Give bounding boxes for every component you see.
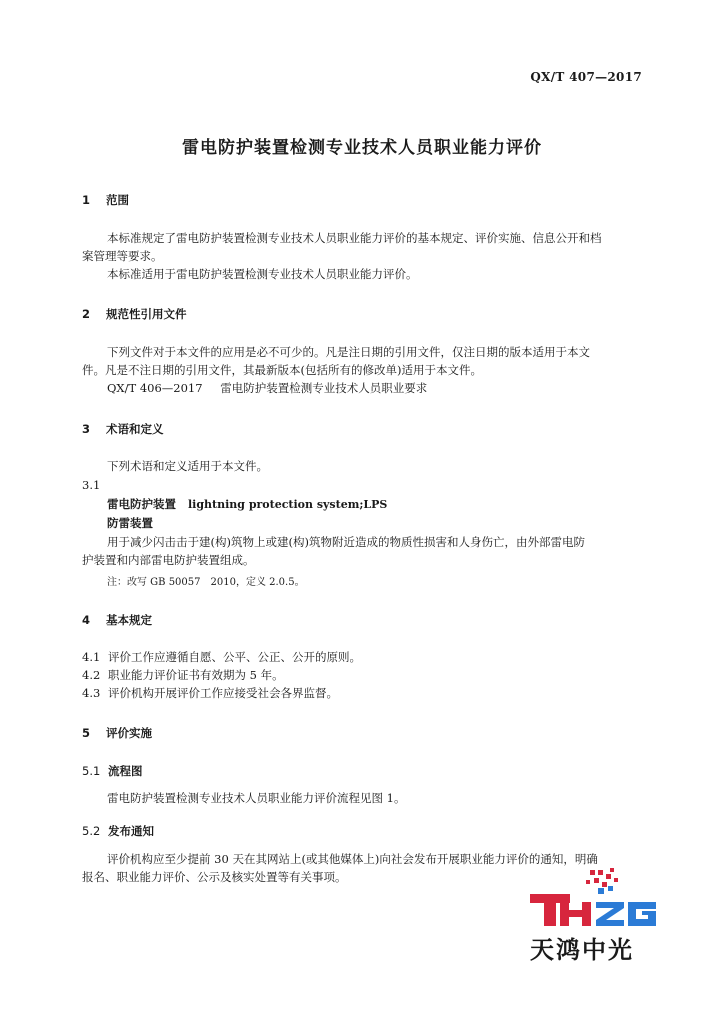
reference-title: 雷电防护装置检测专业技术人员职业要求: [220, 381, 428, 395]
paragraph-line: 本标准适用于雷电防护装置检测专业技术人员职业能力评价。: [107, 267, 418, 281]
clause-number: 4.2: [82, 668, 101, 682]
subsection-heading-5-1: [82, 763, 143, 779]
section-number: 4: [82, 613, 91, 627]
clause-text: 评价工作应遵循自愿、公平、公正、公开的原则。: [108, 650, 361, 664]
term-heading: [107, 495, 387, 514]
paragraph-line: 下列文件对于本文件的应用是必不可少的。凡是注日期的引用文件，仅注日期的版本适用于本文: [107, 345, 590, 359]
term-definition-line: 护装置和内部雷电防护装置组成。: [82, 553, 255, 567]
section-heading-4: [82, 612, 152, 628]
watermark-text: 天鸿中光: [530, 936, 634, 964]
term-definition-line: 用于减少闪击击于建(构)筑物上或建(构)筑物附近造成的物质性损害和人身伤亡，由外部雷电防: [107, 535, 585, 549]
document-code: QX/T 407—2017: [530, 70, 642, 84]
subsection-number: 5.1: [82, 764, 101, 778]
section-number: 5: [82, 726, 91, 740]
section-heading-1: [82, 192, 129, 208]
section-title: 规范性引用文件: [106, 307, 187, 321]
subsection-title: 发布通知: [108, 824, 154, 838]
paragraph-line: 报名、职业能力评价、公示及核实处置等有关事项。: [82, 870, 347, 884]
section-title: 评价实施: [106, 726, 153, 740]
paragraph-line: 下列术语和定义适用于本文件。: [107, 459, 268, 473]
clause-number: 4.3: [82, 686, 101, 700]
clause: [82, 684, 338, 703]
term-note: 注：改写 GB 50057 2010，定义 2.0.5。: [107, 577, 305, 588]
subsection-title: 流程图: [108, 764, 143, 778]
normative-reference: [107, 379, 427, 398]
paragraph-line: 件。凡是不注日期的引用文件，其最新版本(包括所有的修改单)适用于本文件。: [82, 363, 482, 377]
clause-number: 4.1: [82, 650, 101, 664]
paragraph-line: 案管理等要求。: [82, 249, 163, 263]
clause: [82, 648, 361, 667]
term-alternate: 防雷装置: [107, 516, 153, 530]
term-english: lightning protection system;LPS: [188, 498, 388, 511]
section-title: 基本规定: [106, 613, 153, 627]
section-number: 3: [82, 422, 91, 436]
section-title: 范围: [106, 193, 130, 207]
paragraph-line: 评价机构应至少提前 30 天在其网站上(或其他媒体上)向社会发布开展职业能力评价的通知，明确: [107, 852, 598, 866]
paragraph-line: 雷电防护装置检测专业技术人员职业能力评价流程见图 1。: [107, 791, 406, 805]
term-number: 3.1: [82, 478, 101, 492]
clause-text: 职业能力评价证书有效期为 5 年。: [108, 668, 284, 682]
section-number: 2: [82, 307, 91, 321]
section-title: 术语和定义: [106, 422, 164, 436]
document-title: 雷电防护装置检测专业技术人员职业能力评价: [182, 138, 542, 158]
subsection-heading-5-2: [82, 823, 154, 839]
clause-text: 评价机构开展评价工作应接受社会各界监督。: [108, 686, 338, 700]
term-chinese: 雷电防护装置: [107, 497, 176, 511]
clause: [82, 666, 284, 685]
reference-code: QX/T 406—2017: [107, 381, 203, 395]
section-number: 1: [82, 193, 91, 207]
section-heading-3: [82, 421, 164, 437]
paragraph-line: 本标准规定了雷电防护装置检测专业技术人员职业能力评价的基本规定、评价实施、信息公开和档: [107, 231, 602, 245]
subsection-number: 5.2: [82, 824, 101, 838]
section-heading-5: [82, 725, 152, 741]
section-heading-2: [82, 306, 187, 322]
